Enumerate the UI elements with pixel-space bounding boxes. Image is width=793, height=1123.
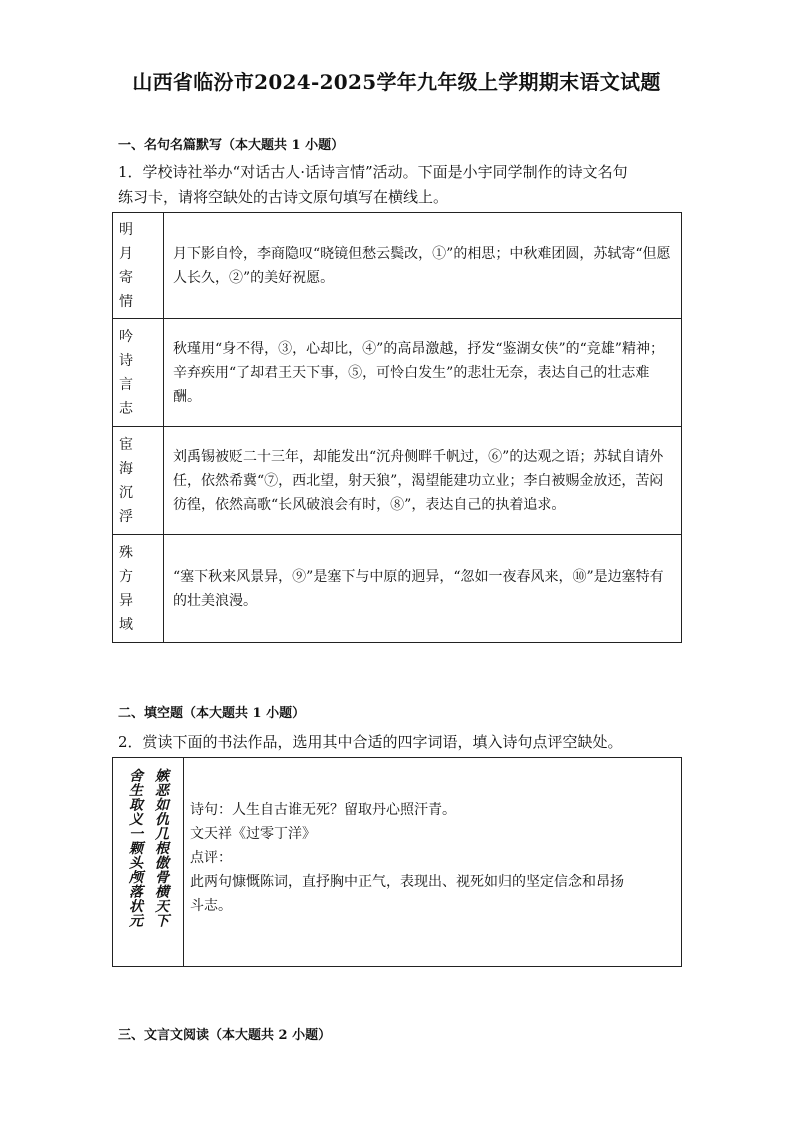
comment-text-cont: 斗志。 <box>190 898 232 914</box>
row-content: 刘禹锡被贬二十三年，却能发出“沉舟侧畔千帆过，⑥”的达观之语；苏轼自请外任，依然希冀“⑦，西北望，射天狼”，渴望能建功立业；李白被赐金放还，苦闷彷徨，依然高歌“长风破浪会有时，⑧”，表达自己的执着追求。 <box>164 427 682 535</box>
row-content: 月下影自怜，李商隐叹“晓镜但愁云鬓改，①”的相思；中秋难团圆，苏轼寄“但愿人长久，②”的美好祝愿。 <box>164 213 682 319</box>
section-2-heading: 二、填空题（本大题共 1 小题） <box>118 706 306 721</box>
label-char: 殊 <box>119 544 133 561</box>
label-char: 情 <box>119 293 133 310</box>
table-row <box>113 319 682 427</box>
question-1-line-2: 练习卡，请将空缺处的古诗文原句填写在横线上。 <box>118 188 449 206</box>
comment-label: 点评： <box>190 850 232 866</box>
row-label <box>113 319 164 427</box>
label-char: 方 <box>119 568 133 585</box>
calligraphy-column: 嫉恶如仇几根傲骨横天下 <box>153 768 169 928</box>
calligraphy-column: 舍生取义一颗头颅落状元 <box>127 768 143 928</box>
label-char: 志 <box>119 400 133 417</box>
poem-source: 文天祥《过零丁洋》 <box>190 826 316 842</box>
label-char: 沉 <box>119 484 133 501</box>
label-char: 诗 <box>119 352 133 369</box>
question-1-line-1: 1．学校诗社举办“对话古人·话诗言情”活动。下面是小宇同学制作的诗文名句 <box>118 163 628 181</box>
table-row <box>113 535 682 643</box>
calligraphy-artwork <box>113 758 184 967</box>
row-label <box>113 535 164 643</box>
row-label <box>113 427 164 535</box>
row-content: 秋瑾用“身不得，③，心却比，④”的高昂激越，抒发“鉴湖女侠”的“竞雄”精神；辛弃疾用“了却君王天下事，⑤，可怜白发生”的悲壮无奈，表达自己的壮志难酬。 <box>164 319 682 427</box>
poem-line: 诗句：人生自古谁无死？留取丹心照汗青。 <box>190 802 456 818</box>
table-row <box>113 427 682 535</box>
section-1-heading: 一、名句名篇默写（本大题共 1 小题） <box>118 138 345 153</box>
table-row <box>113 213 682 319</box>
page-title: 山西省临汾市2024-2025学年九年级上学期期末语文试题 <box>132 70 661 94</box>
label-char: 宦 <box>119 436 133 453</box>
table-row <box>113 758 682 967</box>
label-char: 异 <box>119 592 133 609</box>
calligraphy-table <box>112 757 682 967</box>
question-1 <box>118 160 678 210</box>
row-label <box>113 213 164 319</box>
label-char: 月 <box>119 245 133 262</box>
label-char: 域 <box>119 616 133 633</box>
row-content: “塞下秋来风景异，⑨”是塞下与中原的迥异，“忽如一夜春风来，⑩”是边塞特有的壮美浪漫。 <box>164 535 682 643</box>
question-2: 2．赏读下面的书法作品，选用其中合适的四字词语，填入诗句点评空缺处。 <box>118 733 623 751</box>
label-char: 明 <box>119 221 133 238</box>
comment-text: 此两句慷慨陈词，直抒胸中正气，表现出、视死如归的坚定信念和昂扬 <box>190 874 624 890</box>
poem-cell <box>184 758 682 967</box>
label-char: 海 <box>119 460 133 477</box>
poetry-card-table <box>112 212 682 643</box>
label-char: 言 <box>119 376 133 393</box>
section-3-heading: 三、文言文阅读（本大题共 2 小题） <box>118 1028 332 1043</box>
label-char: 吟 <box>119 328 133 345</box>
label-char: 寄 <box>119 269 133 286</box>
label-char: 浮 <box>119 508 133 525</box>
